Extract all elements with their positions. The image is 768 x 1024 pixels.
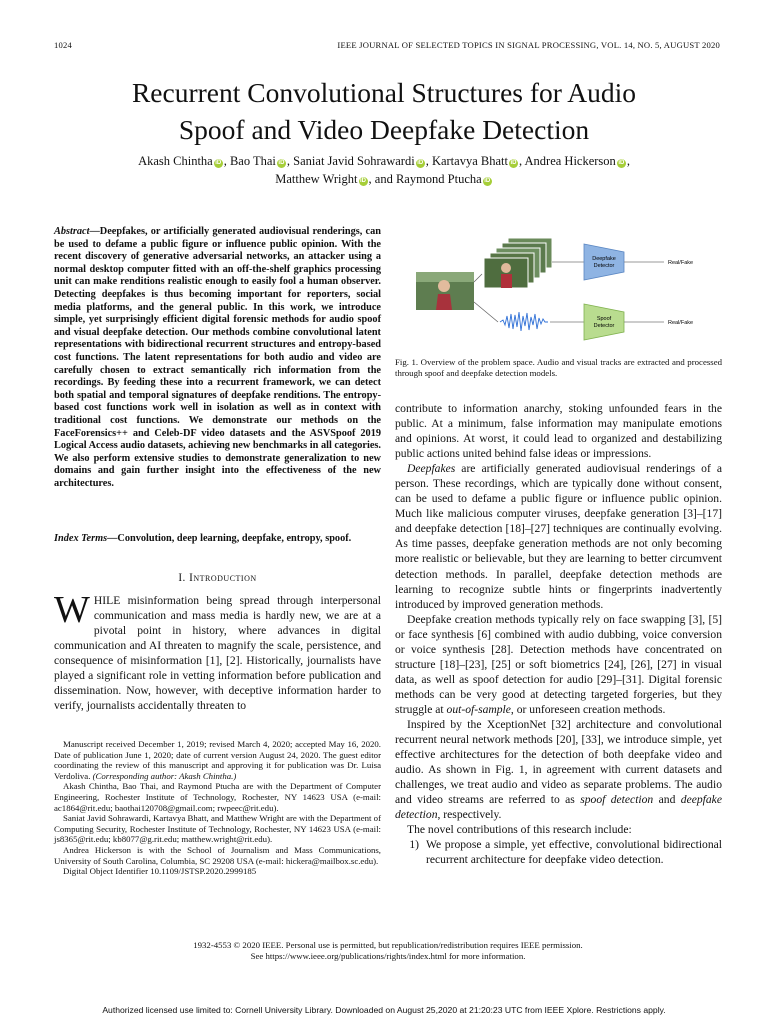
intro-first-word: HILE <box>93 594 121 607</box>
orcid-icon[interactable]: iD <box>215 160 222 166</box>
section-number: I. <box>178 572 186 584</box>
arrow-icon <box>474 302 498 322</box>
deepfake-detector-box <box>584 244 624 280</box>
spoof-detector-label-2: Detector <box>593 323 615 329</box>
corresponding-author: (Corresponding author: Akash Chintha.) <box>92 770 237 781</box>
orcid-icon[interactable]: iD <box>417 160 424 166</box>
authors-and: and <box>374 172 393 186</box>
list-text: We propose a simple, yet effective, convolutional bidirectional recurrent architecture for deepfake video detection. <box>426 838 722 867</box>
drop-cap: W <box>54 589 90 631</box>
paragraph: Deepfakes are artificially generated audiovisual renderings of a person. These recordings, which are typically done without consent, can be used to defame a public figure or influence public opinion. Much like malicious computer viruses, deepfake generation [3]–[17] and deepfake detection [18]–[27] techniques are continually evolving. As time passes, deepfake generation methods are not only becoming more realistic or believable, but they are learning to better circumvent detection methods. In parallel, deepfake detection methods are learning to recognize subtle hints or fingerprints inadvertently introduced by improved generation methods. <box>395 462 722 611</box>
index-terms <box>54 533 381 546</box>
spoof-detector-box <box>584 304 624 340</box>
orcid-icon[interactable]: iD <box>618 160 625 166</box>
author-name: Matthew Wright <box>275 172 358 186</box>
journal-header: IEEE JOURNAL OF SELECTED TOPICS IN SIGNAL PROCESSING, VOL. 14, NO. 5, AUGUST 2020 <box>337 40 720 50</box>
output-label-audio: Real/Fake <box>668 320 694 326</box>
paragraph: The novel contributions of this research include: <box>407 823 632 837</box>
paper-title <box>40 74 728 148</box>
intro-text: misinformation being spread through interpersonal communication and mass media is hardly new, we are at a pivotal point in history, where advances in digital communication and AI threaten to magnify the scale, persistence, and consequence of misinformation [1], [2]. Historically, journalists have played a significant role in vetting information before publication and dissemination. Now, however, with deceptive information harder to verify, journalists accidentally threaten to <box>54 594 381 713</box>
section-title: Introduction <box>189 572 257 584</box>
output-label-video: Real/Fake <box>668 260 694 266</box>
footnote-doi: Digital Object Identifier 10.1109/JSTSP.2020.2999185 <box>63 866 257 877</box>
footnote-affiliation: Saniat Javid Sohrawardi, Kartavya Bhatt, and Matthew Wright are with the Department of Computing Security, Rochester Institute of Technology, Rochester, NY 14623 USA (e-mail: js8365@rit.edu; kb8077@g.rit.edu; matthew.wright@rit.edu). <box>54 813 381 845</box>
arrow-icon <box>474 274 482 282</box>
copyright-notice: 1932-4553 © 2020 IEEE. Personal use is permitted, but republication/redistribution requires IEEE permission. See https://www.ieee.org/publications/rights/index.html for more information. <box>193 940 583 961</box>
video-frames-icon <box>484 238 552 288</box>
author-name: Saniat Javid Sohrawardi <box>293 154 415 168</box>
index-terms-text: —Convolution, deep learning, deepfake, entropy, spoof. <box>107 533 352 544</box>
author-name: Akash Chintha <box>138 154 213 168</box>
paragraph: contribute to information anarchy, stoking unfounded fears in the public. At a minimum, false information may manipulate emotions and opinions. At worst, it could lead to organized and destabilizing public actions united behind false ideas or impressions. <box>395 402 722 461</box>
paragraph: Deepfake creation methods typically rely on face swapping [3], [5] or face synthesis [6] combined with audio dubbing, voice conversion or voice synthesis [28]. Detection methods have concentrated on structure [18]–[23], [25] or soft biometrics [24], [26], [27] in visual data, as well as spoof detection for audio [29]–[31]. Digital forensic methods can be very good at detecting targeted forgeries, but they struggle at out-of-sample, or unforeseen creation methods. <box>395 612 722 716</box>
orcid-icon[interactable]: iD <box>360 178 367 184</box>
paragraph: Inspired by the XceptionNet [32] architecture and convolutional recurrent neural network methods [20], [33], we introduce simple, yet effective architectures for the detection of both deepfake video and audio. As shown in Fig. 1, in agreement with current datasets and challenges, we treat audio and video as separate problems. The audio and video streams are referred to as spoof detection and deepfake detection, respectively. <box>395 717 722 822</box>
title-line-1: Recurrent Convolutional Structures for Audio <box>131 77 637 108</box>
orcid-icon[interactable]: iD <box>484 178 491 184</box>
title-line-2: Spoof and Video Deepfake Detection <box>178 114 590 145</box>
author-list: Akash Chintha iD , Bao Thai iD , Saniat Javid Sohrawardi iD , Kartavya Bhatt iD , Andrea Hickerson iD , Matthew Wright iD , and Raymond Ptucha iD <box>138 154 630 186</box>
author-name: Bao Thai <box>229 154 276 168</box>
figure-1 <box>400 230 720 348</box>
list-number: 1) <box>409 838 419 852</box>
waveform-icon <box>500 312 548 331</box>
figure-caption: Fig. 1. Overview of the problem space. Audio and visual tracks are extracted and processed through spoof and deepfake detection models. <box>395 357 722 378</box>
orcid-icon[interactable]: iD <box>278 160 285 166</box>
author-name: Kartavya Bhatt <box>431 154 508 168</box>
spoof-detector-label-1: Spoof <box>596 316 612 322</box>
list-item <box>395 837 722 867</box>
footnotes <box>54 739 381 877</box>
intro-paragraph <box>54 589 381 713</box>
right-column-text <box>395 401 722 867</box>
index-terms-label: Index Terms <box>54 533 108 544</box>
license-footer: Authorized licensed use limited to: Cornell University Library. Downloaded on August 25,2020 at 21:20:23 UTC from IEEE Xplore. Restrictions apply. <box>102 1005 666 1015</box>
author-name: Andrea Hickerson <box>524 154 616 168</box>
author-name: Raymond Ptucha <box>395 172 482 186</box>
deepfake-detector-label-2: Detector <box>593 263 615 269</box>
orcid-icon[interactable]: iD <box>510 160 517 166</box>
abstract <box>54 226 381 490</box>
deepfake-detector-label-1: Deepfake <box>592 256 616 262</box>
source-video-thumbnail <box>416 272 474 310</box>
footnote-affiliation: Andrea Hickerson is with the School of Journalism and Mass Communications, University of South Carolina, Columbia, SC 29208 USA (e-mail: hickera@mailbox.sc.edu). <box>54 844 381 866</box>
page-number: 1024 <box>54 40 72 50</box>
footnote-manuscript: Manuscript received December 1, 2019; revised March 4, 2020; accepted May 16, 2020. Date of publication June 1, 2020; date of current version August 24, 2020. The guest editor coordinating the review of this manuscript and approving it for publication was Dr. Luisa Verdoliva. (Corresponding author: Akash Chintha.) <box>54 739 381 781</box>
abstract-text: —Deepfakes, or artificially generated audiovisual renderings, can be used to defame a public figure or influence public opinion. With the recent discovery of generative adversarial networks, an attacker using a normal desktop computer fitted with an off-the-shelf graphics processing unit can make renditions realistic enough to easily fool a human observer. Detecting deepfakes is thus becoming important for reporters, social media platforms, and the general public. In this work, we introduce simple, yet surprisingly efficient digital forensic methods for audio spoof and visual deepfake detection. Our methods combine convolutional latent representations with bidirectional recurrent structures and entropy-based cost functions. The latent representations for both audio and video are carefully chosen to extract semantically rich information from the recordings. By feeding these into a recurrent framework, we can detect both spatial and temporal signatures of deepfake renditions. The entropy-based cost functions work well in isolation as well as in context with traditional cost functions. We demonstrate our methods on the FaceForensics++ and Celeb-DF video datasets and the ASVSpoof 2019 Logical Access audio datasets, achieving new benchmarks in all categories. We also perform extensive studies to demonstrate generalization to new domains and gain further insight into the effectiveness of the new architectures. <box>54 226 381 489</box>
section-heading <box>54 572 381 584</box>
abstract-label: Abstract <box>54 226 90 237</box>
footnote-affiliation: Akash Chintha, Bao Thai, and Raymond Ptucha are with the Department of Computer Engineering, Rochester Institute of Technology, Rochester, NY 14623 USA (e-mail: ac1864@rit.edu; baothai120708@gmail.com; rwpeec@rit.edu). <box>54 781 381 813</box>
